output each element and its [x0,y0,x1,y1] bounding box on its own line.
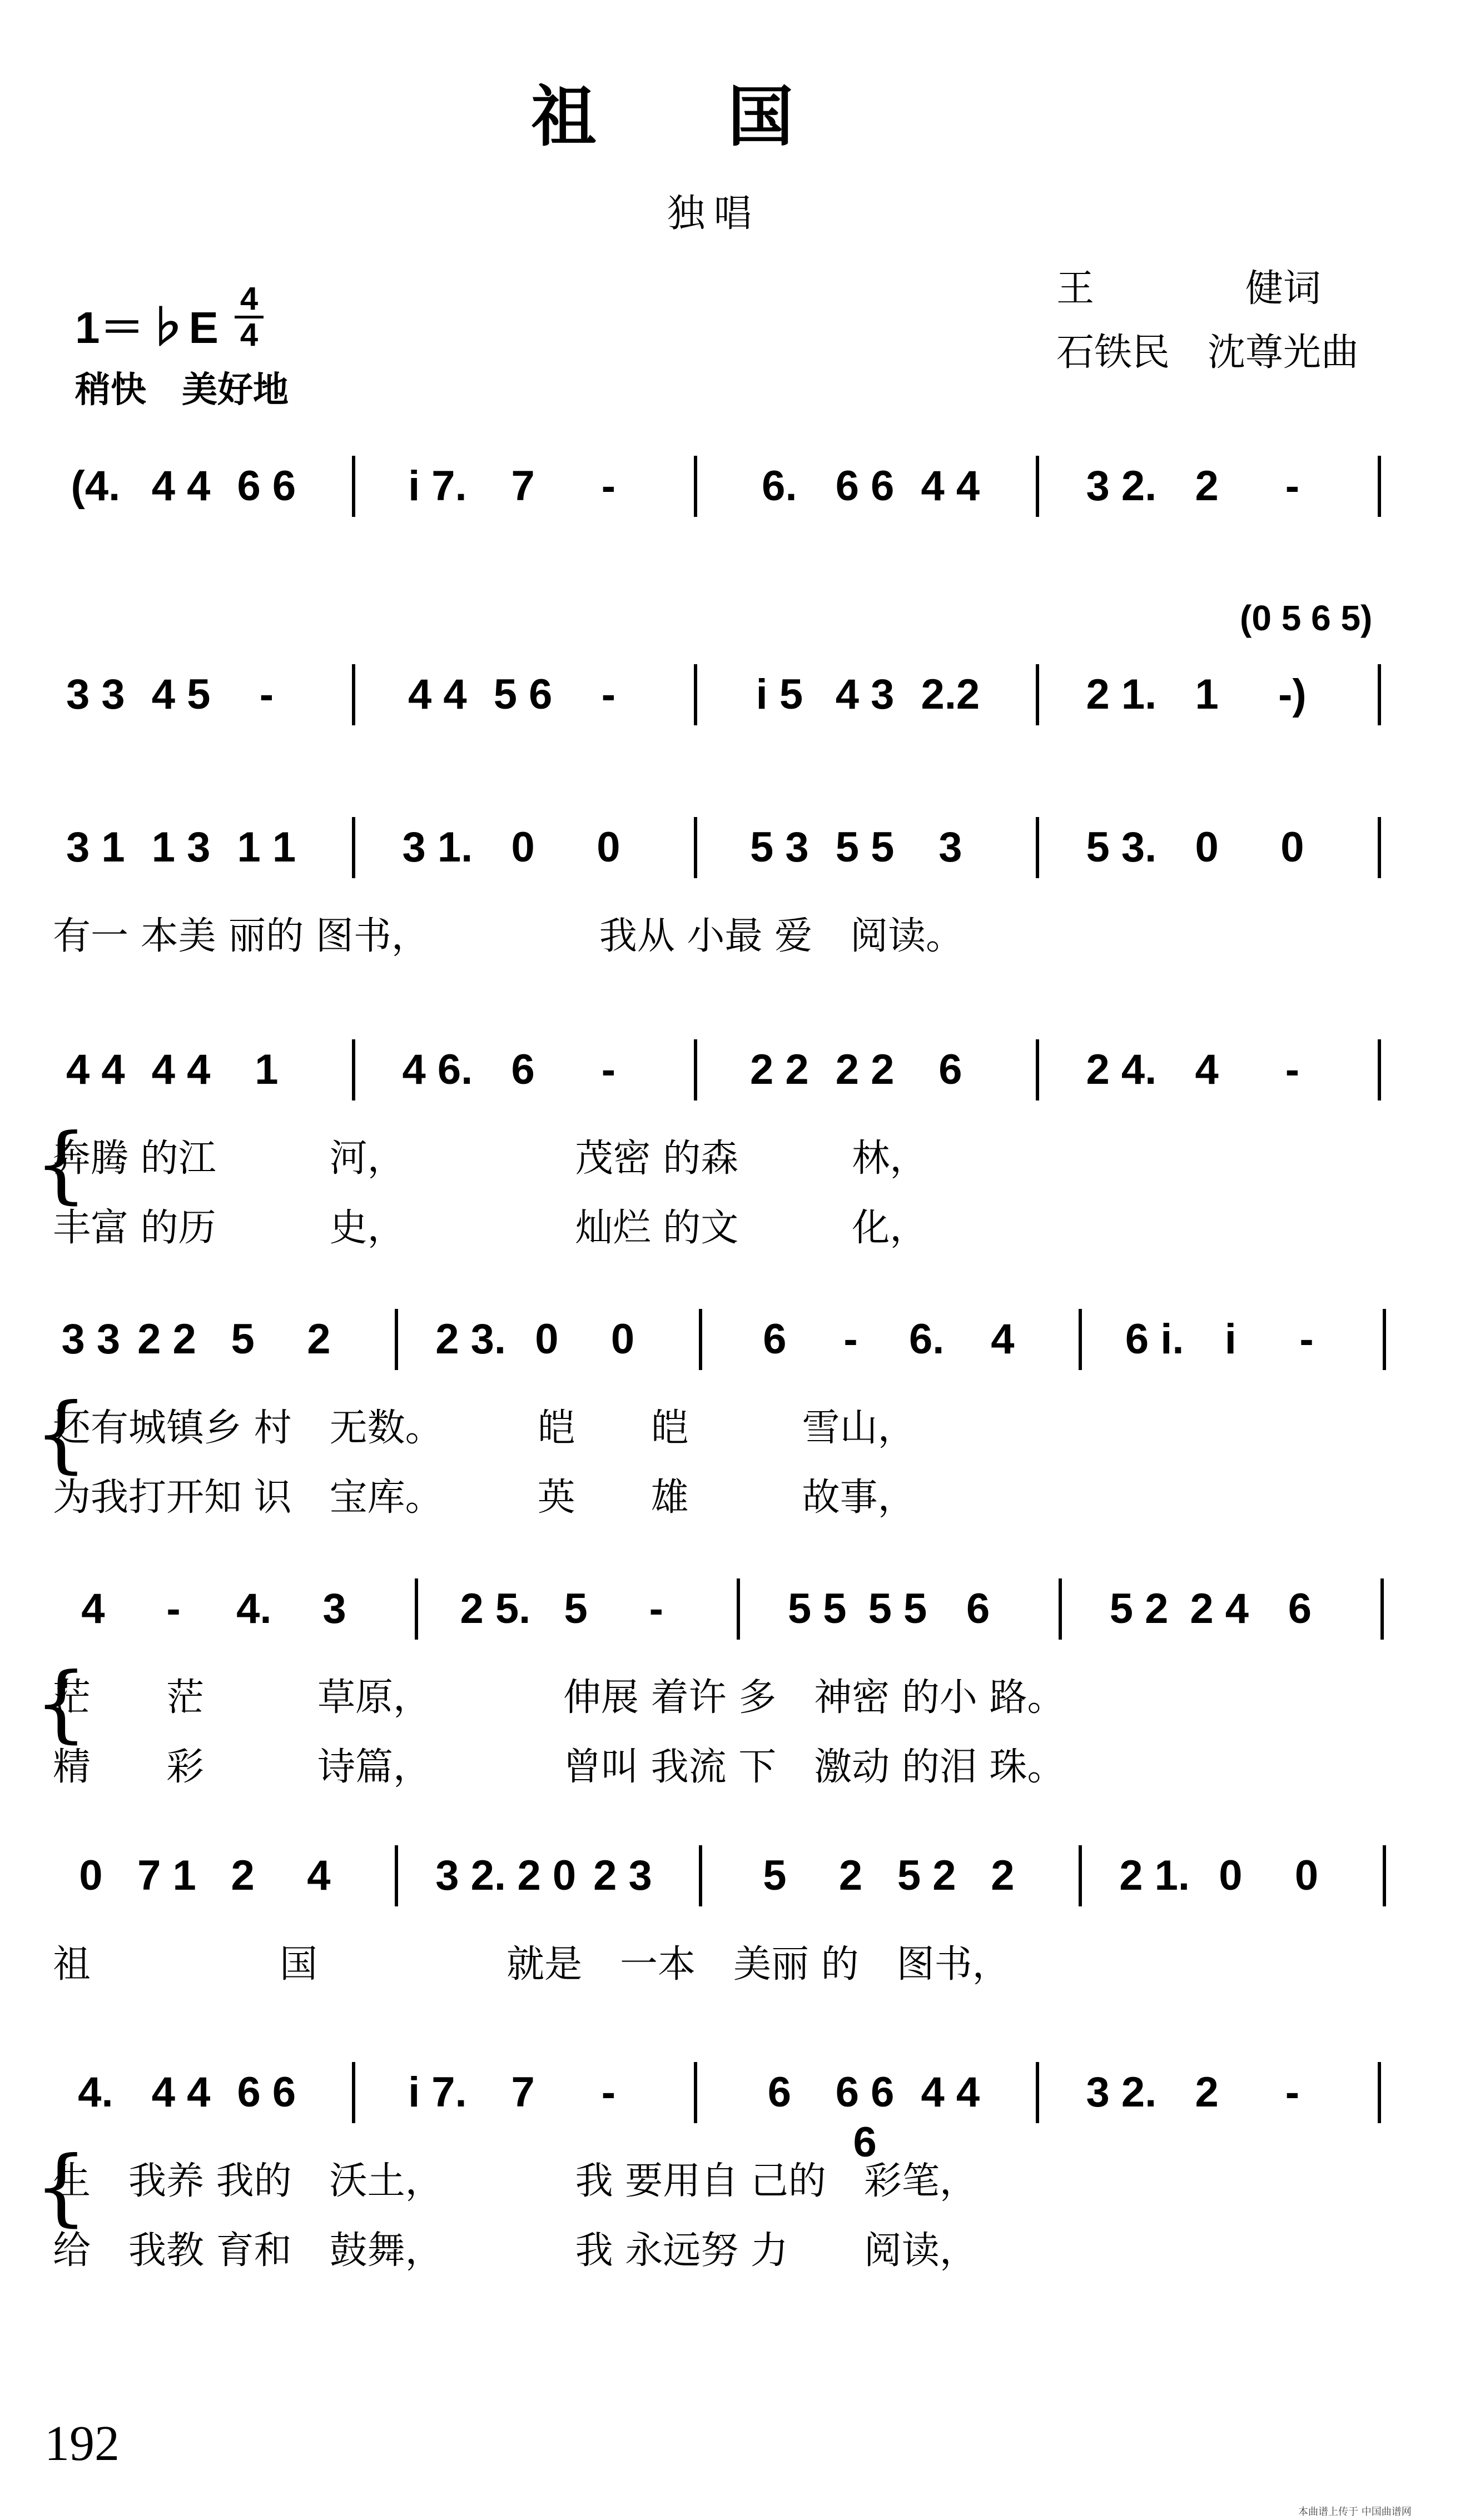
note-group: 5 3. [1086,824,1157,871]
barline [352,456,355,517]
note-group: 4 4 [151,462,211,510]
note-group: 6 i. [1125,1316,1184,1363]
verse-brace: { [34,1116,88,1213]
barline [1383,1845,1386,1906]
note-group: 6 6 [237,2069,296,2116]
note-group: 5 2 [897,1852,956,1899]
barline [694,817,697,878]
note-group: 4 4 [921,2069,980,2116]
note-group: 4. [78,2069,113,2116]
verse-brace: { [34,1655,88,1752]
note-group: - [601,2069,616,2116]
barline [694,456,697,517]
note-group: - [649,1585,663,1632]
note-group: 7 [511,2069,535,2116]
note-group: 4. [236,1585,272,1632]
note-group: 6 [767,2069,792,2116]
pickup-notes: (0 5 6 5) [1240,598,1373,638]
music-system [0,1851,1384,1918]
note-group: 2 5. [460,1585,531,1632]
note-group: 3 1. [402,824,473,871]
key-signature: 1＝♭E [75,303,218,352]
note-group: 4 [1195,1046,1219,1093]
note-group: 1 [255,1046,279,1093]
page-number: 192 [44,2416,120,2471]
note-group: 3 [938,824,962,871]
note-group: 0 [79,1852,103,1899]
note-group: 0 [535,1316,559,1363]
note-group: 5 5 [868,1585,927,1632]
barline [699,1845,702,1906]
barline [1079,1845,1082,1906]
music-system [0,823,1384,889]
note-group: 4 4 [408,671,467,718]
note-group: 7 [511,462,535,510]
note-group: - [601,462,616,510]
barline [694,2062,697,2123]
note-group: 5 [763,1852,787,1899]
watermark: 本曲谱上传于 中国曲谱网 [1298,2506,1412,2518]
note-group: - [1285,462,1300,510]
note-group: 4 [991,1316,1015,1363]
lyric-line: 给 我教 育和 鼓舞， 我 永远努 力 阅读， [53,2229,977,2273]
note-group: 2 [991,1852,1015,1899]
lyric-line: 茫 茫 草原， 伸展 着许 多 神密 的小 路。 [53,1676,1065,1720]
note-group: 6 [1288,1585,1312,1632]
barline [1378,664,1381,725]
note-group: 0 [1280,824,1304,871]
song-subtitle: 独唱 [667,192,761,236]
barline [1378,456,1381,517]
note-group: i 7. [408,462,467,510]
lyric-line: 丰富 的历 史， 灿烂 的文 化， [53,1206,928,1250]
barline [694,1039,697,1100]
music-system [0,1045,1384,1112]
barline [1378,817,1381,878]
song-title: 祖 国 [531,78,794,155]
note-group: 5 [231,1316,255,1363]
note-group: 6 [966,1585,990,1632]
note-group: 4 4 [151,2069,211,2116]
note-group: 4 [307,1852,331,1899]
note-group: 5 6 [493,671,553,718]
note-group: 3 3 [61,1316,121,1363]
note-group: 4 4 [66,1046,125,1093]
note-group: -) [1278,671,1307,718]
barline [1036,1039,1039,1100]
note-group: - [259,671,274,718]
note-group: 3 1 [66,824,125,871]
note-group: 4 5 [151,671,211,718]
lyric-line: 还有城镇乡 村 无数。 皑 皑 雪山， [53,1406,916,1450]
barline [352,817,355,878]
lyric-line: 奔腾 的江 河， 茂密 的森 林， [53,1137,928,1181]
barline [415,1578,418,1640]
note-group: 1 3 [151,824,211,871]
tempo-marking: 稍快 美好地 [75,370,289,411]
note-group: 2 2 [750,1046,809,1093]
barline [1036,664,1039,725]
barline [395,1845,398,1906]
note-group: 3 2. [435,1852,506,1899]
music-system [0,670,1384,736]
note-group: 3 3 [66,671,125,718]
note-group: 6 6 [835,462,895,510]
barline [395,1309,398,1370]
note-group: 2 4. [1086,1046,1157,1093]
note-group: 4 3 [835,671,895,718]
note-group: - [1285,2069,1300,2116]
time-signature: 4 4 [232,283,266,351]
verse-brace: { [34,1386,88,1482]
note-group: 2 2 [835,1046,895,1093]
note-group: 7 1 [137,1852,196,1899]
note-group: 2 1. [1119,1852,1190,1899]
note-group: 5 2 [1109,1585,1169,1632]
note-group: 0 [1219,1852,1243,1899]
note-group: 6 [511,1046,535,1093]
note-group: 6 [938,1046,962,1093]
note-group: 0 [1195,824,1219,871]
note-group: - [166,1585,181,1632]
note-group: 2 4 [1190,1585,1249,1632]
lyric-line: 精 彩 诗篇， 曾叫 我流 下 激动 的泪 珠。 [53,1745,1065,1789]
note-group: 6. [762,462,797,510]
barline [1059,1578,1062,1640]
note-group: 6 [763,1316,787,1363]
note-group: - [601,1046,616,1093]
composer-credit: 石铁民 沈尊光曲 [1056,331,1359,375]
barline [1079,1309,1082,1370]
note-group: 1 1 [237,824,296,871]
barline [694,664,697,725]
note-group: 6. [908,1316,945,1363]
note-group: 3 2. [1086,462,1157,510]
note-group: 2 3 [593,1852,652,1899]
note-group: - [601,671,616,718]
note-group: 5 5 [835,824,895,871]
note-group: i 7. [408,2069,467,2116]
music-system [0,1584,1384,1651]
note-group: 2 [838,1852,863,1899]
note-group: - [1299,1316,1314,1363]
barline [699,1309,702,1370]
note-group: 2 0 [517,1852,577,1899]
lyric-line: 生 我养 我的 沃土， 我 要用自 己的 彩笔， [53,2159,977,2203]
note-group: 0 [597,824,620,871]
note-group: 2 [307,1316,331,1363]
note-group: 2 1. [1086,671,1157,718]
lyric-line: 祖 国 就是 一本 美丽 的 图书， [53,1943,1010,1986]
barline [1036,817,1039,878]
note-group: 3 [322,1585,346,1632]
note-group: 0 [610,1316,635,1363]
note-group: 4 4 [921,462,980,510]
barline [1036,456,1039,517]
note-group: 2.2 [921,671,980,718]
note-group: - [1285,1046,1300,1093]
note-group: 5 [564,1585,588,1632]
lyricist-credit: 王 健词 [1056,267,1322,311]
barline [352,664,355,725]
note-group: 4 4 [151,1046,211,1093]
note-group: 6 6 [237,462,296,510]
note-group: (4. [71,462,121,510]
note-group: 1 [1195,671,1219,718]
music-system [0,2068,1384,2166]
note-group: i 5 [756,671,803,718]
barline [352,2062,355,2123]
note-group: 0 [511,824,535,871]
note-group: 5 5 [787,1585,847,1632]
note-group: 4 6. [402,1046,473,1093]
barline [1378,2062,1381,2123]
note-group: 2 [1195,2069,1219,2116]
barline [1383,1309,1386,1370]
note-group: - [843,1316,858,1363]
barline [1378,1039,1381,1100]
note-group: 5 3 [750,824,809,871]
verse-brace: { [34,2139,88,2235]
lyric-line: 为我打开知 识 宝库。 英 雄 故事， [53,1476,916,1520]
barline [1380,1578,1384,1640]
note-group: 2 [231,1852,255,1899]
note-group: 0 [1294,1852,1319,1899]
music-system [0,461,1384,528]
note-group: i [1224,1316,1236,1363]
note-group: 2 2 [137,1316,196,1363]
note-group: 3 2. [1086,2069,1157,2116]
note-group: 2 [1195,462,1219,510]
barline [737,1578,740,1640]
barline [352,1039,355,1100]
note-group: 6 6 6 [835,2069,895,2166]
note-group: 4 [81,1585,105,1632]
music-system [0,1314,1384,1381]
lyric-line: 有一 本美 丽的 图书， 我从 小最 爱 阅读。 [53,914,964,958]
barline [1036,2062,1039,2123]
note-group: 2 3. [435,1316,506,1363]
